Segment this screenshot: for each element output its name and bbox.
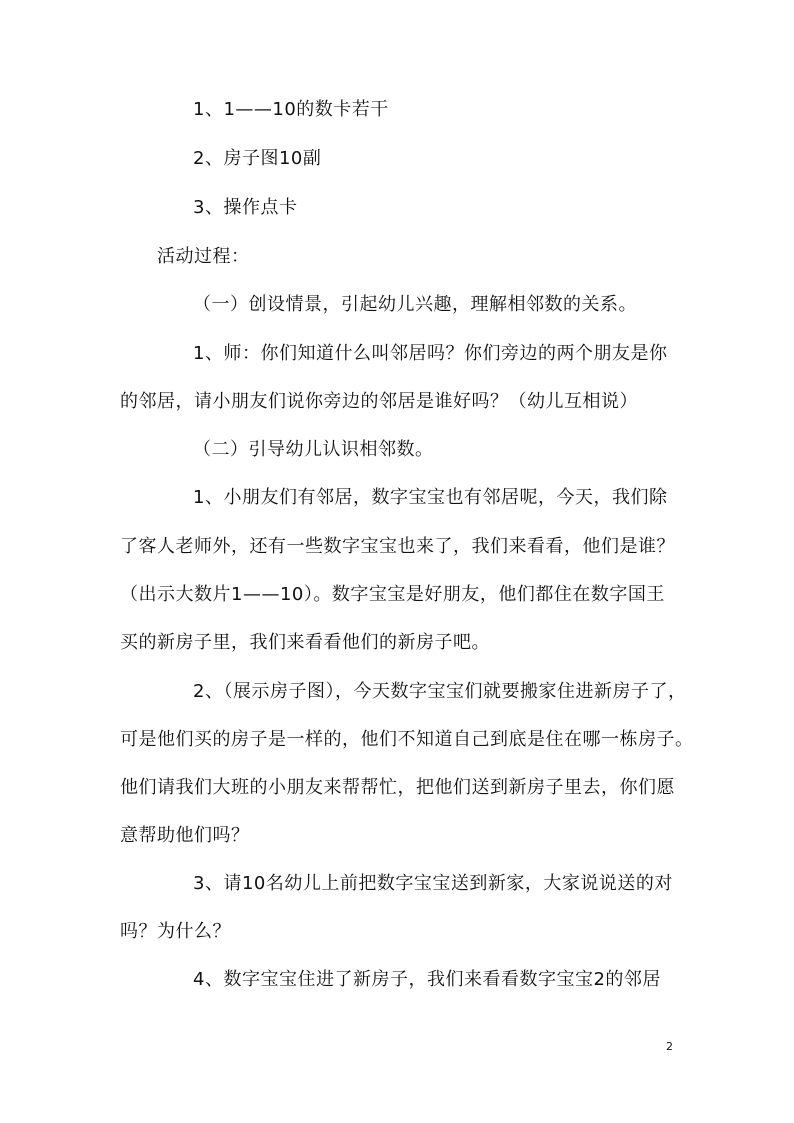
paragraph-line: 吗？为什么？ [120,921,231,942]
paragraph-line: 了客人老师外，还有一些数字宝宝也来了，我们来看看，他们是谁？ [120,536,675,557]
paragraph-line: 2、（展示房子图），今天数字宝宝们就要搬家住进新房子了， [193,681,687,702]
material-item-house-pictures: 2、房子图10副 [193,148,322,169]
subsection-heading-two: （二）引导幼儿认识相邻数。 [193,439,434,460]
paragraph-line: 1、师：你们知道什么叫邻居吗？你们旁边的两个朋友是你 [193,343,668,364]
paragraph-line: 的邻居，请小朋友们说你旁边的邻居是谁好吗？（幼儿互相说） [120,391,638,412]
paragraph-line: 3、请10名幼儿上前把数字宝宝送到新家，大家说说送的对 [193,873,673,894]
paragraph-line: 买的新房子里，我们来看看他们的新房子吧。 [120,632,490,653]
paragraph-line: 他们请我们大班的小朋友来帮帮忙，把他们送到新房子里去，你们愿 [120,777,675,798]
subsection-heading-one: （一）创设情景，引起幼儿兴趣，理解相邻数的关系。 [193,294,637,315]
paragraph-line: （出示大数片1——10）。数字宝宝是好朋友，他们都住在数字国王 [120,584,665,605]
page-number: 2 [666,1040,673,1053]
material-item-dot-cards: 3、操作点卡 [193,197,298,218]
paragraph-line: 意帮助他们吗？ [120,825,250,846]
material-item-number-cards: 1、1——10的数卡若干 [193,99,389,120]
paragraph-line: 4、数字宝宝住进了新房子，我们来看看数字宝宝2的邻居 [193,969,661,990]
section-heading-activity-process: 活动过程： [157,246,250,267]
paragraph-line: 1、小朋友们有邻居，数字宝宝也有邻居呢，今天，我们除 [193,487,668,508]
paragraph-line: 可是他们买的房子是一样的，他们不知道自己到底是住在哪一栋房子。 [120,729,694,750]
